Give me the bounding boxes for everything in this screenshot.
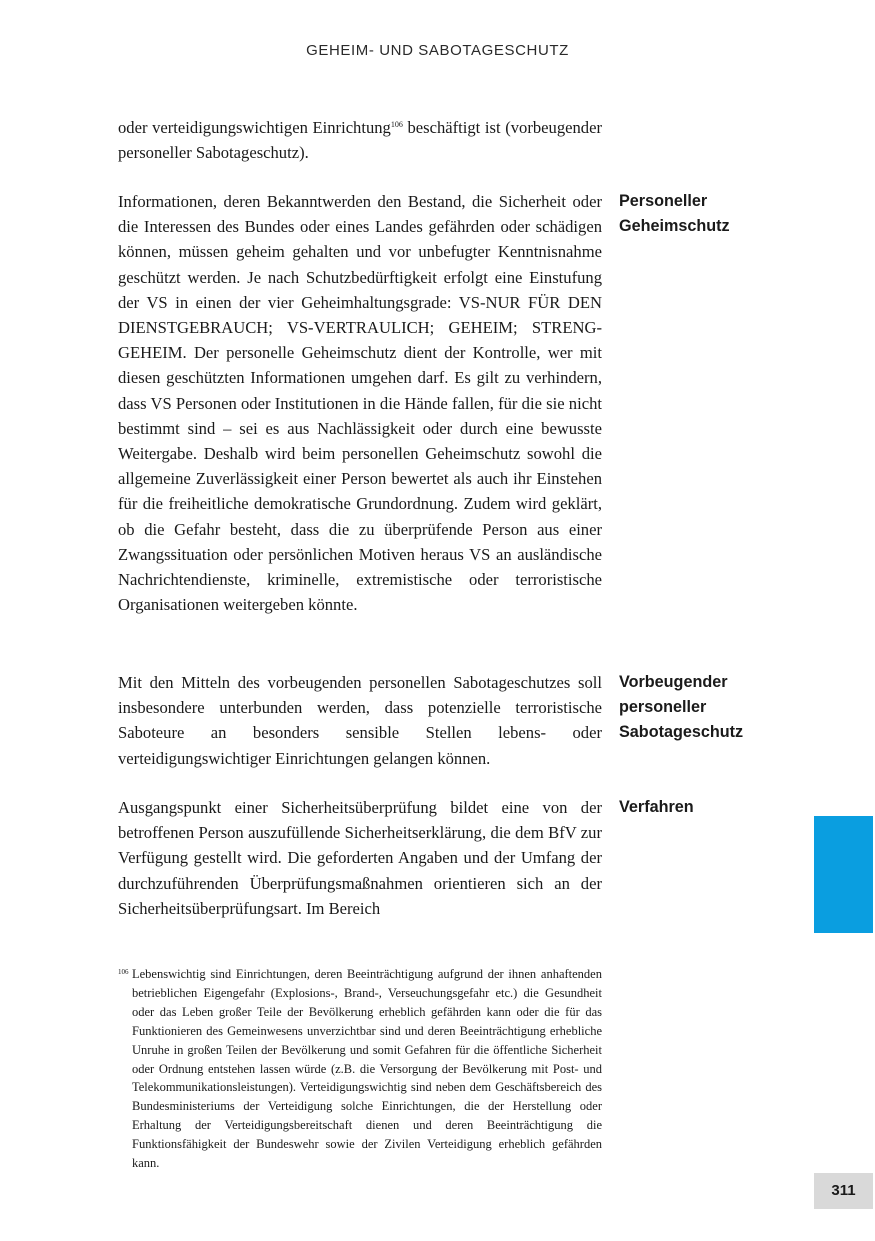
footnote-text: Lebenswichtig sind Einrichtungen, deren Beeinträchtigung aufgrund der ihnen anhaftenden betrieblichen Eigengefahr (Explosions-, Brand-, Verseuchungsgefahr etc.) die Gesundheit oder das Leben großer Teile der Bevölkerung erheblich gefährden kann oder die für das Funktionieren des Gemeinwesens unverzichtbar sind und deren Beeinträchtigung erhebliche Unruhe in großen Teilen der Bevölkerung und somit Gefahren für die öffentliche Sicherheit oder Ordnung entstehen lassen würde (z.B. die Versorgung der Bevölkerung mit Post- und Telekommunikationsleistungen). Verteidigungswichtig sind neben dem Geschäftsbereich des Bundesministeriums der Verteidigung solche Einrichtungen, die der Herstellung oder Erhaltung der Verteidigungsbereitschaft dienen und deren Beeinträchtigung die Funktionsfähigkeit der Bundeswehr sowie der Zivilen Verteidigung erheblich gefährden kann. (132, 967, 602, 1171)
paragraph-intro-text-start: oder verteidigungswichtigen Einrichtung (118, 118, 391, 137)
margin-heading-sabotageschutz (619, 670, 799, 746)
footnote-reference[interactable]: 106 (390, 120, 403, 129)
paragraph-sabotageschutz: Mit den Mitteln des vorbeugenden personellen Sabotageschutzes soll insbesondere unterbunden werden, dass potenzielle terroristische Saboteure an besonders sensible Stellen lebens- oder verteidigungswichtiger Einrichtungen gelangen können. (118, 673, 602, 768)
footnote (118, 965, 602, 1173)
margin-heading-line: Geheimschutz (619, 217, 730, 236)
chapter-color-tab (814, 816, 873, 933)
margin-heading-verfahren (619, 795, 799, 820)
running-header: GEHEIM- UND SABOTAGESCHUTZ (306, 42, 569, 59)
margin-heading-line: Vorbeugender (619, 673, 728, 691)
margin-heading-personeller-geheimschutz (619, 189, 799, 239)
margin-heading-line: Verfahren (619, 798, 694, 816)
margin-heading-line: Personeller (619, 192, 708, 210)
paragraph-personeller-geheimschutz: Informationen, deren Bekanntwerden den Bestand, die Sicherheit oder die Interessen des Bundes oder eines Landes gefährden oder schädigen können, müssen geheim gehalten und vor unbefugter Kenntnisnahme geschützt werden. Je nach Schutzbedürftigkeit erfolgt eine Einstufung der VS in einen der vier Geheimhaltungsgrade: VS-NUR FÜR DEN DIENSTGEBRAUCH; VS-VERTRAULICH; GEHEIM; STRENG-GEHEIM. Der personelle Geheimschutz dient der Kontrolle, wer mit diesen geschützten Informationen umgehen darf. Es gilt zu verhindern, dass VS Personen oder Institutionen in die Hände fallen, für die sie nicht bestimmt sind – sei es aus Nachlässigkeit oder durch eine bewusste Weitergabe. Deshalb wird beim personellen Geheimschutz sowohl die allgemeine Zuverlässigkeit einer Person bewertet als auch ihr Einstehen für die freiheitliche demokratische Grundordnung. Zudem wird geklärt, ob die Gefahr besteht, dass die zu überprüfende Person aus einer Zwangssituation oder persönlichen Motiven heraus VS an ausländische Nachrichtendienste, kriminelle, extremistische oder terroristische Organisationen weitergeben könnte. (118, 192, 602, 615)
paragraph-intro-text-end: beschäftigt ist (vorbeugender personeller Sabotageschutz). (118, 118, 602, 163)
page-number: 311 (814, 1173, 873, 1209)
footnote-body: $^{106}$ Lebenswichtig sind Einrichtungen, deren Beeinträchtigung aufgrund der ihnen anhaftenden betrieblichen Eigengefahr (Explosions-, Brand-, Verseuchungsgefahr etc.) die Gesundheit oder das Leben großer Teile der Bevölkerung erheblich gefährden kann oder die für das Funktionieren des Gemeinwesens unverzichtbar sind und deren Beeinträchtigung erhebliche Unruhe in großen Teilen der Bevölkerung und somit Gefahren für die öffentliche Sicherheit oder Ordnung entstehen lassen würde (z.B. die Versorgung der Bevölkerung mit Post- und Telekommunikationsleistungen). Verteidigungswichtig sind neben dem Geschäftsbereich des Bundesministeriums der Verteidigung solche Einrichtungen, die der Herstellung oder Erhaltung der Verteidigungsbereitschaft dienen und deren Beeinträchtigung die Funktionsfähigkeit der Bundeswehr sowie der Zivilen Verteidigung erheblich gefährden kann. (118, 967, 602, 1171)
paragraph-verfahren: Ausgangspunkt einer Sicherheitsüberprüfung bildet eine von der betroffenen Person auszufüllende Sicherheitserklärung, die dem BfV zur Verfügung gestellt wird. Die geforderten Angaben und der Umfang der durchzuführenden Überprüfungsmaßnahmen orientieren sich an der Sicherheitsüberprüfungsart. Im Bereich (118, 798, 602, 918)
paragraph-intro (118, 115, 602, 165)
margin-heading-line: Sabotageschutz (619, 723, 744, 742)
margin-heading-line: personeller (619, 698, 707, 717)
